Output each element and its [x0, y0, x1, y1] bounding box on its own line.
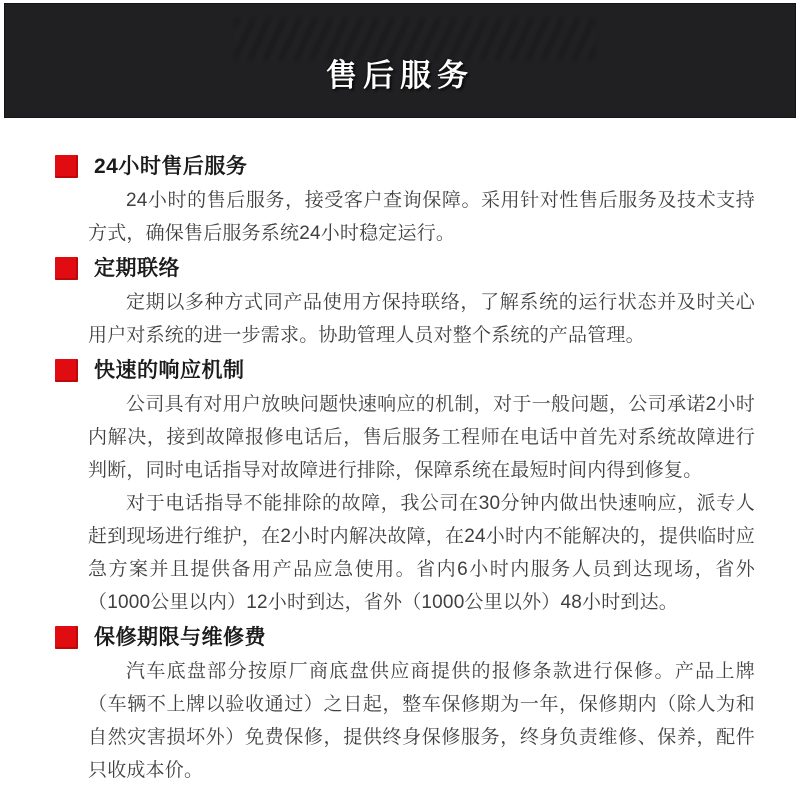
- section-paragraph: 对于电话指导不能排除的故障，我公司在30分钟内做出快速响应，派专人赶到现场进行维护，在2小时内解决故障，在24小时内不能解决的，提供临时应急方案并且提供备用产品应急使用。省内6小时内服务人员到达现场，省外（1000公里以内）12小时到达，省外（1000公里以外）48小时到达。: [88, 493, 755, 613]
- red-square-bullet-icon: [55, 626, 78, 649]
- section-paragraph: 24小时的售后服务，接受客户查询保障。采用针对性售后服务及技术支持方式，确保售后服务系统24小时稳定运行。: [88, 190, 755, 244]
- section-heading: 快速的响应机制: [94, 359, 245, 382]
- header-banner: [4, 3, 796, 118]
- page: [0, 3, 800, 781]
- section-heading: 保修期限与维修费: [94, 626, 266, 649]
- section-heading: 定期联络: [94, 257, 180, 280]
- section-heading-row: [55, 621, 755, 654]
- section-heading-row: [55, 354, 755, 387]
- section-paragraph: 汽车底盘部分按原厂商底盘供应商提供的报修条款进行保修。产品上牌（车辆不上牌以验收通过）之日起，整车保修期为一年，保修期内（除人为和自然灾害损坏外）免费保修，提供终身保修服务，终身负责维修、保养，配件只收成本价。: [88, 661, 755, 781]
- red-square-bullet-icon: [55, 155, 78, 178]
- section-heading-row: [55, 252, 755, 285]
- section-fast-response: [55, 354, 755, 619]
- section-warranty: [55, 621, 755, 787]
- red-square-bullet-icon: [55, 257, 78, 280]
- section-paragraph: 定期以多种方式同产品使用方保持联络，了解系统的运行状态并及时关心用户对系统的进一步需求。协助管理人员对整个系统的产品管理。: [88, 292, 755, 346]
- section-heading-row: [55, 150, 755, 183]
- section-paragraph: 公司具有对用户放映问题快速响应的机制，对于一般问题，公司承诺2小时内解决，接到故障报修电话后，售后服务工程师在电话中首先对系统故障进行判断，同时电话指导对故障进行排除，保障系统在最短时间内得到修复。: [88, 394, 755, 481]
- section-24h-service: [55, 150, 755, 250]
- page-title: 售后服务: [326, 58, 474, 93]
- section-regular-contact: [55, 252, 755, 352]
- red-square-bullet-icon: [55, 359, 78, 382]
- section-heading: 24小时售后服务: [94, 155, 248, 178]
- content: [0, 118, 800, 797]
